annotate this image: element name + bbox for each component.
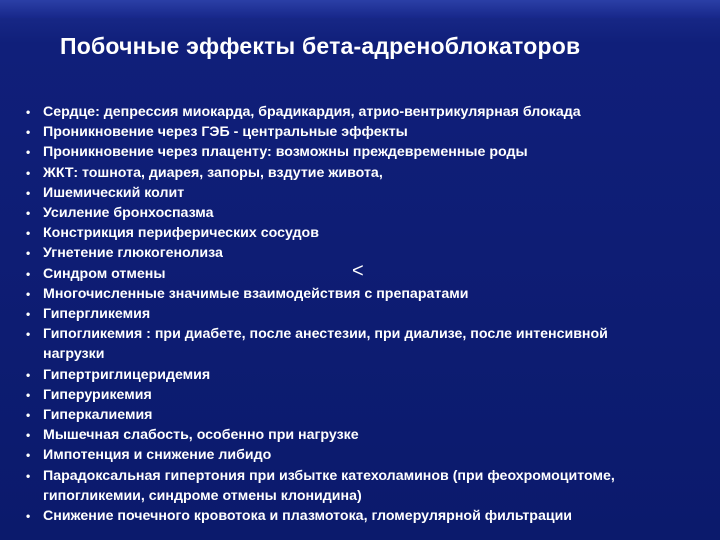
- list-item: [23, 324, 703, 364]
- list-item: [23, 284, 703, 304]
- list-item-text: Усиление бронхоспазма: [43, 205, 214, 222]
- list-item: [23, 425, 703, 445]
- list-item: [23, 405, 703, 425]
- list-item-text: Снижение почечного кровотока и плазмотока, гломерулярной фильтрации: [43, 508, 573, 525]
- bullet-dot: •: [26, 145, 31, 160]
- bullet-dot: •: [26, 286, 31, 301]
- list-item: [23, 365, 703, 385]
- bullet-dot: •: [26, 408, 31, 423]
- list-item: [23, 223, 703, 243]
- list-item-text: Импотенция и снижение либидо: [43, 447, 272, 464]
- list-item: [23, 466, 703, 506]
- bullet-dot: •: [26, 165, 31, 180]
- bullet-dot: •: [26, 448, 31, 463]
- list-item: [23, 122, 703, 142]
- list-item: [23, 142, 703, 162]
- bullet-dot: •: [26, 125, 31, 140]
- list-item: [23, 445, 703, 465]
- list-item: [23, 506, 703, 526]
- bullet-dot: •: [26, 226, 31, 241]
- list-item-text: Проникновение через ГЭБ - центральные эффекты: [43, 124, 408, 141]
- list-item: [23, 183, 703, 203]
- list-item-text: Ишемический колит: [43, 184, 185, 201]
- bullet-dot: •: [26, 327, 31, 342]
- list-item-text: Угнетение глюкогенолиза: [43, 245, 223, 262]
- list-item-text: Проникновение через плаценту: возможны преждевременные роды: [43, 144, 528, 161]
- bullet-dot: •: [26, 468, 31, 483]
- list-item-text: Гипертриглицеридемия: [43, 366, 211, 383]
- bullet-dot: •: [26, 206, 31, 221]
- list-item-text: Констрикция периферических сосудов: [43, 225, 319, 242]
- list-item-text: Гиперурикемия: [43, 386, 152, 403]
- list-item-text: ЖКТ: тошнота, диарея, запоры, вздутие живота,: [43, 164, 383, 181]
- list-item: [23, 385, 703, 405]
- list-item-text: Сердце: депрессия миокарда, брадикардия, атрио-вентрикулярная блокада: [43, 104, 581, 120]
- bullet-dot: •: [26, 307, 31, 322]
- bullet-dot: •: [26, 428, 31, 443]
- slide-title: Побочные эффекты бета-адреноблокаторов: [60, 33, 581, 59]
- bullet-dot: •: [26, 266, 31, 281]
- bullet-dot: •: [26, 185, 31, 200]
- list-item-text: Парадоксальная гипертония при избытке катехоламинов (при феохромоцитоме, гипогликемии, синдроме отмены клонидина): [43, 467, 615, 504]
- bullet-dot: •: [26, 367, 31, 382]
- list-item: [23, 163, 703, 183]
- list-item: [23, 203, 703, 223]
- list-item: [23, 304, 703, 324]
- list-item-text: Синдром отмены: [43, 265, 166, 282]
- list-item-text: Многочисленные значимые взаимодействия с препаратами: [43, 285, 469, 302]
- bullet-dot: •: [26, 105, 31, 119]
- bullet-dot: •: [26, 387, 31, 402]
- slide-top-band: [0, 0, 720, 18]
- list-item-text: Гипергликемия: [43, 306, 151, 323]
- stray-marker-glyph: <: [352, 260, 364, 282]
- list-item-text: Мышечная слабость, особенно при нагрузке: [43, 427, 359, 444]
- list-item-text: Гипогликемия : при диабете, после анестезии, при диализе, после интенсивной нагрузки: [43, 326, 608, 363]
- bullet-list: [23, 102, 703, 526]
- bullet-dot: •: [26, 509, 31, 524]
- list-item-text: Гиперкалиемия: [43, 407, 153, 424]
- list-item: [23, 102, 703, 122]
- bullet-dot: •: [26, 246, 31, 261]
